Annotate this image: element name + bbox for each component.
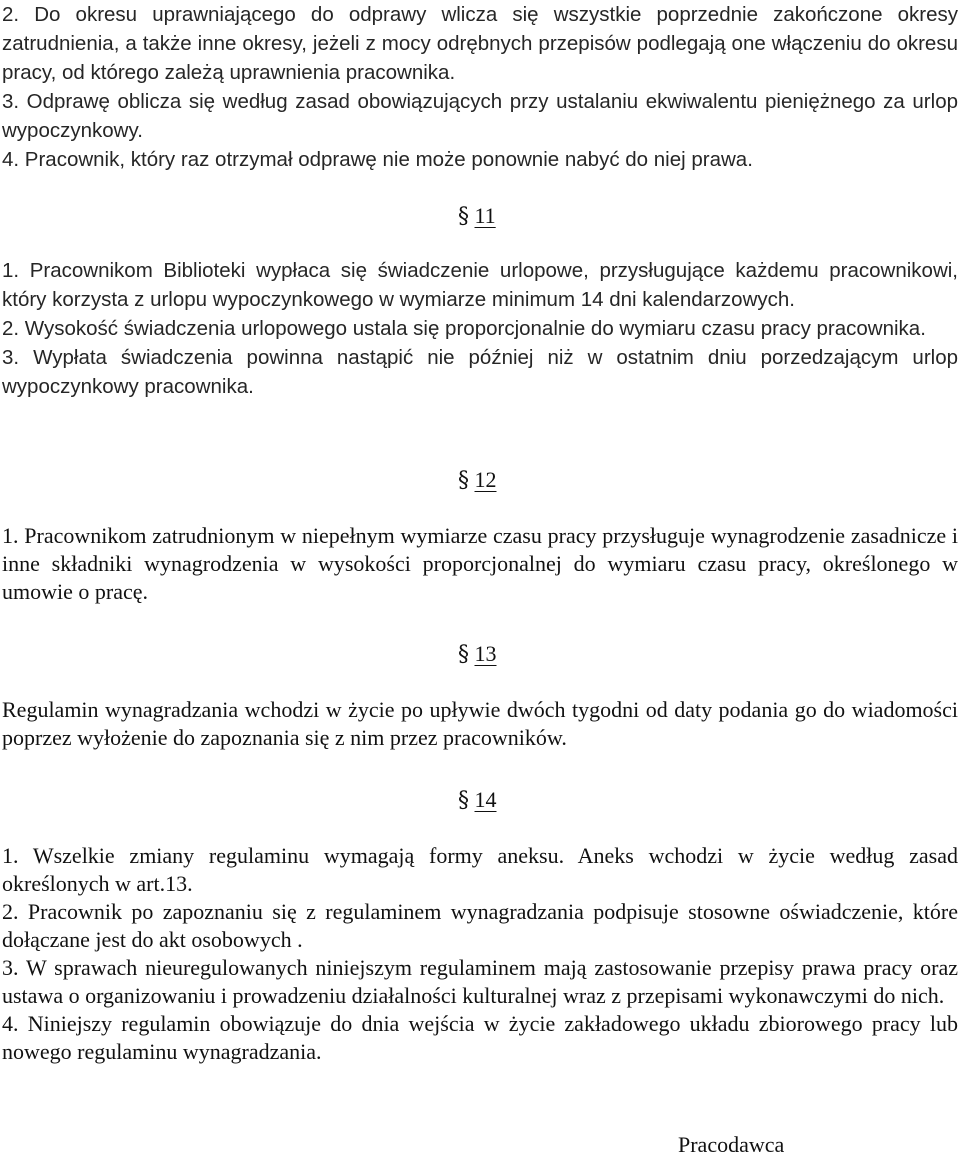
section-14-paragraph-2: 2. Pracownik po zapoznaniu się z regulaminem wynagradzania podpisuje stosowne oświadczenie, które dołączane jest do akt osobowych . [2, 899, 958, 952]
section-11-paragraph-1: 1. Pracownikom Biblioteki wypłaca się świadczenie urlopowe, przysługujące każdemu pracownikowi, który korzysta z urlopu wypoczynkowego w wymiarze minimum 14 dni kalendarzowych. [2, 259, 958, 311]
section-sign: § [458, 204, 469, 229]
section-14-paragraph-3: 3. W sprawach nieuregulowanych niniejszym regulaminem mają zastosowanie przepisy prawa pracy oraz ustawa o organizowaniu i prowadzeniu działalności kulturalnej wraz z przepisami wykonawczymi do nich. [2, 955, 958, 1008]
section-number: 14 [474, 787, 497, 812]
section-sign: § [458, 788, 469, 813]
section-14-paragraph-1: 1. Wszelkie zmiany regulaminu wymagają formy aneksu. Aneks wchodzi w życie według zasad określonych w art.13. [2, 843, 958, 896]
section-14-heading [458, 786, 497, 815]
section-sign: § [458, 468, 469, 493]
section-number: 12 [474, 467, 497, 492]
section-12-paragraph-1: 1. Pracownikom zatrudnionym w niepełnym wymiarze czasu pracy przysługuje wynagrodzenie zasadnicze i inne składniki wynagrodzenia w wysokości proporcjonalnej do wymiaru czasu pracy, określonego w umowie o pracę. [2, 523, 958, 604]
section-14-body [2, 842, 958, 1066]
section-13-paragraph-1: Regulamin wynagradzania wchodzi w życie po upływie dwóch tygodni od daty podania go do wiadomości poprzez wyłożenie do zapoznania się z nim przez pracowników. [2, 697, 958, 750]
section-13-heading [458, 640, 497, 669]
section-11-paragraph-3: 3. Wypłata świadczenia powinna nastąpić nie później niż w ostatnim dniu porzedzającym urlop wypoczynkowy pracownika. [2, 346, 958, 398]
employer-signature-label: Pracodawca [678, 1132, 785, 1157]
section-sign: § [458, 642, 469, 667]
section-11-heading [458, 202, 496, 231]
section-10-body [2, 0, 958, 174]
section-11-body [2, 256, 958, 401]
section-11-paragraph-2: 2. Wysokość świadczenia urlopowego ustala się proporcjonalnie do wymiaru czasu pracy pracownika. [2, 317, 926, 340]
section-12-heading [458, 466, 497, 495]
section-number: 11 [474, 203, 496, 228]
section-10-paragraph-4: 4. Pracownik, który raz otrzymał odprawę nie może ponownie nabyć do niej prawa. [2, 148, 753, 171]
section-number: 13 [474, 641, 497, 666]
section-10-paragraph-2: 2. Do okresu uprawniającego do odprawy wlicza się wszystkie poprzednie zakończone okresy zatrudnienia, a także inne okresy, jeżeli z mocy odrębnych przepisów podlegają one włączeniu do okresu pracy, od którego zależą uprawnienia pracownika. [2, 3, 958, 84]
section-14-paragraph-4: 4. Niniejszy regulamin obowiązuje do dnia wejścia w życie zakładowego układu zbiorowego pracy lub nowego regulaminu wynagradzania. [2, 1011, 958, 1064]
section-13-body [2, 696, 958, 752]
section-10-paragraph-3: 3. Odprawę oblicza się według zasad obowiązujących przy ustalaniu ekwiwalentu pieniężnego za urlop wypoczynkowy. [2, 90, 958, 142]
section-12-body [2, 522, 958, 606]
